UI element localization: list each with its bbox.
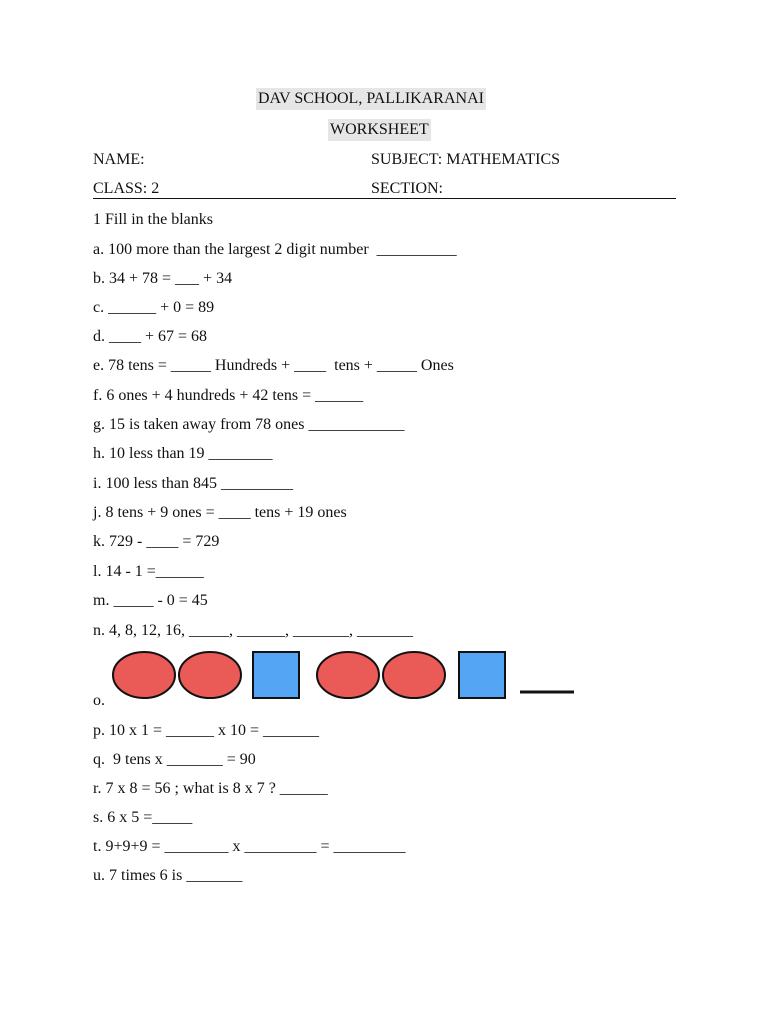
question-item: o. bbox=[93, 692, 105, 709]
header-divider bbox=[93, 198, 676, 199]
question-item: k. 729 - ____ = 729 bbox=[93, 533, 220, 550]
question-item: u. 7 times 6 is _______ bbox=[93, 867, 243, 884]
section-label: SECTION: bbox=[371, 180, 443, 197]
worksheet-title: WORKSHEET bbox=[328, 119, 431, 141]
question-item: q. 9 tens x _______ = 90 bbox=[93, 751, 256, 768]
question-item: d. ____ + 67 = 68 bbox=[93, 328, 208, 345]
name-label: NAME: bbox=[93, 151, 145, 168]
subject-label: SUBJECT: MATHEMATICS bbox=[371, 151, 561, 168]
red-circle-shape bbox=[113, 652, 175, 698]
question-item: m. _____ - 0 = 45 bbox=[93, 592, 208, 609]
section-heading: 1 Fill in the blanks bbox=[93, 211, 213, 228]
shape-pattern-svg bbox=[104, 648, 588, 706]
question-item: e. 78 tens = _____ Hundreds + ____ tens + _____ Ones bbox=[93, 357, 454, 374]
question-item: l. 14 - 1 =______ bbox=[93, 563, 204, 580]
question-item: g. 15 is taken away from 78 ones ____________ bbox=[93, 416, 405, 433]
question-item: b. 34 + 78 = ___ + 34 bbox=[93, 270, 233, 287]
question-item: r. 7 x 8 = 56 ; what is 8 x 7 ? ______ bbox=[93, 780, 328, 797]
red-circle-shape bbox=[317, 652, 379, 698]
blue-square-shape bbox=[253, 652, 299, 698]
question-item: c. ______ + 0 = 89 bbox=[93, 299, 215, 316]
red-circle-shape bbox=[179, 652, 241, 698]
question-item: t. 9+9+9 = ________ x _________ = _________ bbox=[93, 838, 406, 855]
class-label: CLASS: 2 bbox=[93, 180, 160, 197]
question-item: s. 6 x 5 =_____ bbox=[93, 809, 193, 826]
question-item: p. 10 x 1 = ______ x 10 = _______ bbox=[93, 722, 320, 739]
question-item: a. 100 more than the largest 2 digit number __________ bbox=[93, 241, 457, 258]
shape-pattern bbox=[104, 648, 588, 706]
question-item: i. 100 less than 845 _________ bbox=[93, 475, 293, 492]
question-item: f. 6 ones + 4 hundreds + 42 tens = ______ bbox=[93, 387, 364, 404]
question-item: j. 8 tens + 9 ones = ____ tens + 19 ones bbox=[93, 504, 347, 521]
red-circle-shape bbox=[383, 652, 445, 698]
blue-square-shape bbox=[459, 652, 505, 698]
question-item: h. 10 less than 19 ________ bbox=[93, 445, 273, 462]
school-name: DAV SCHOOL, PALLIKARANAI bbox=[256, 88, 486, 110]
question-item: n. 4, 8, 12, 16, _____, ______, _______, _______ bbox=[93, 622, 413, 639]
